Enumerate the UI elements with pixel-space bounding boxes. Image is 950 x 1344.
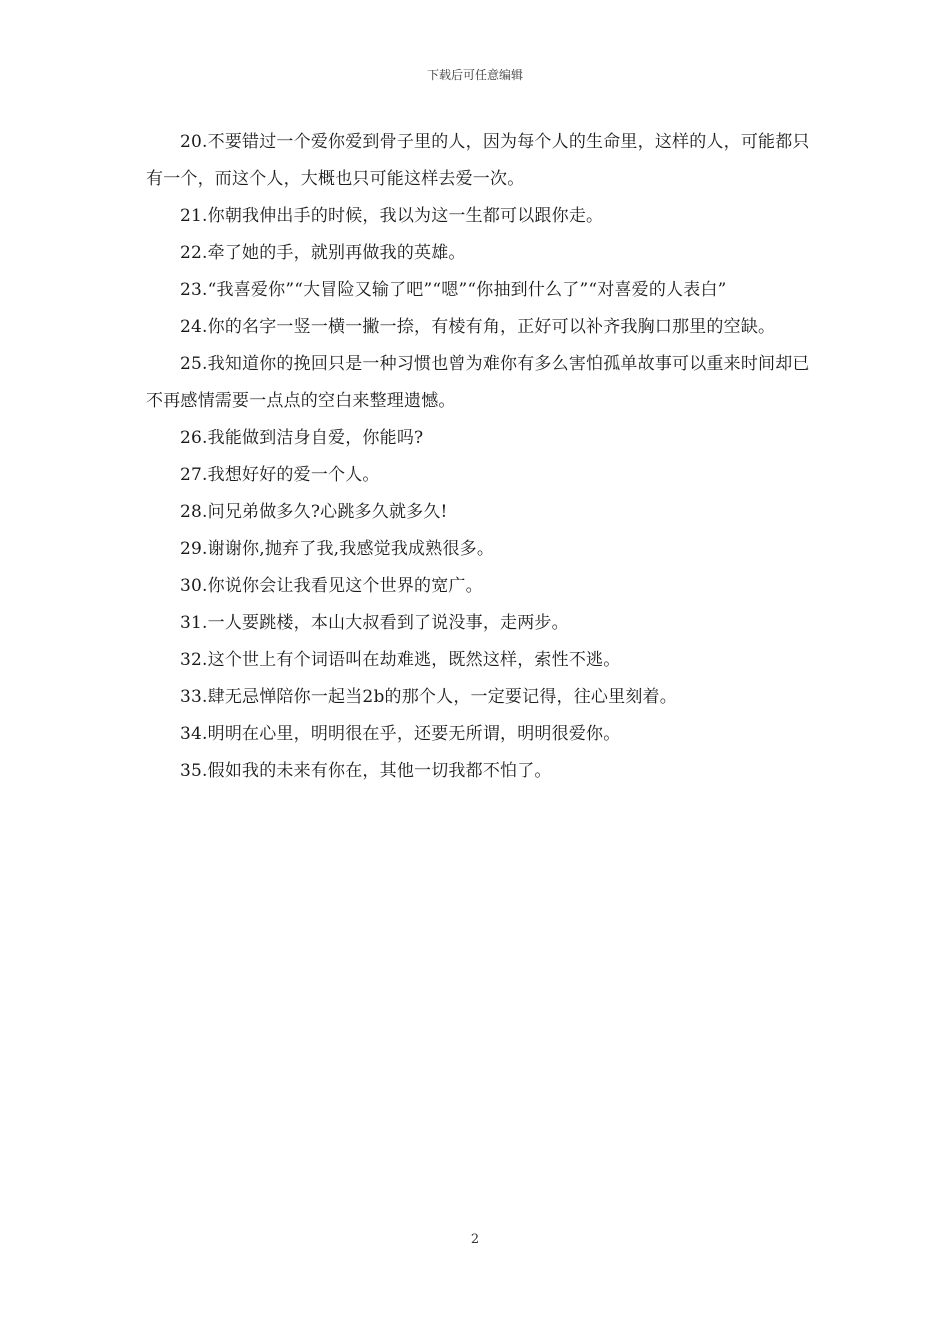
paragraph-21: 21.你朝我伸出手的时候，我以为这一生都可以跟你走。: [180, 206, 604, 226]
paragraph-33: 33.肆无忌惮陪你一起当2b的那个人，一定要记得，往心里刻着。: [180, 687, 677, 707]
paragraph-29: 29.谢谢你,抛弃了我,我感觉我成熟很多。: [180, 539, 495, 559]
paragraph-32: 32.这个世上有个词语叫在劫难逃，既然这样，索性不逃。: [180, 650, 621, 670]
paragraph-27: 27.我想好好的爱一个人。: [180, 465, 380, 485]
page-number: 2: [470, 1232, 480, 1247]
paragraph-24: 24.你的名字一竖一横一撇一捺，有棱有角，正好可以补齐我胸口那里的空缺。: [180, 317, 776, 337]
paragraph-34: 34.明明在心里，明明很在乎，还要无所谓，明明很爱你。: [180, 724, 621, 744]
paragraph-26: 26.我能做到洁身自爱，你能吗?: [180, 428, 424, 448]
paragraph-22: 22.牵了她的手，就别再做我的英雄。: [180, 243, 466, 263]
paragraph-35: 35.假如我的未来有你在，其他一切我都不怕了。: [180, 761, 552, 781]
document-body: [146, 124, 811, 790]
paragraph-23: 23.“我喜爱你”“大冒险又输了吧”“嗯”“你抽到什么了”“对喜爱的人表白”: [180, 280, 727, 300]
paragraph-25: 25.我知道你的挽回只是一种习惯也曾为难你有多么害怕孤单故事可以重来时间却已不再感情需要一点点的空白来整理遗憾。: [146, 354, 810, 411]
paragraph-31: 31.一人要跳楼，本山大叔看到了说没事，走两步。: [180, 613, 569, 633]
paragraph-28: 28.问兄弟做多久?心跳多久就多久!: [180, 502, 448, 522]
page-header: 下载后可任意编辑: [426, 68, 523, 82]
paragraph-20: 20.不要错过一个爱你爱到骨子里的人，因为每个人的生命里，这样的人，可能都只有一个，而这个人，大概也只可能这样去爱一次。: [146, 132, 810, 189]
paragraph-30: 30.你说你会让我看见这个世界的宽广。: [180, 576, 483, 596]
